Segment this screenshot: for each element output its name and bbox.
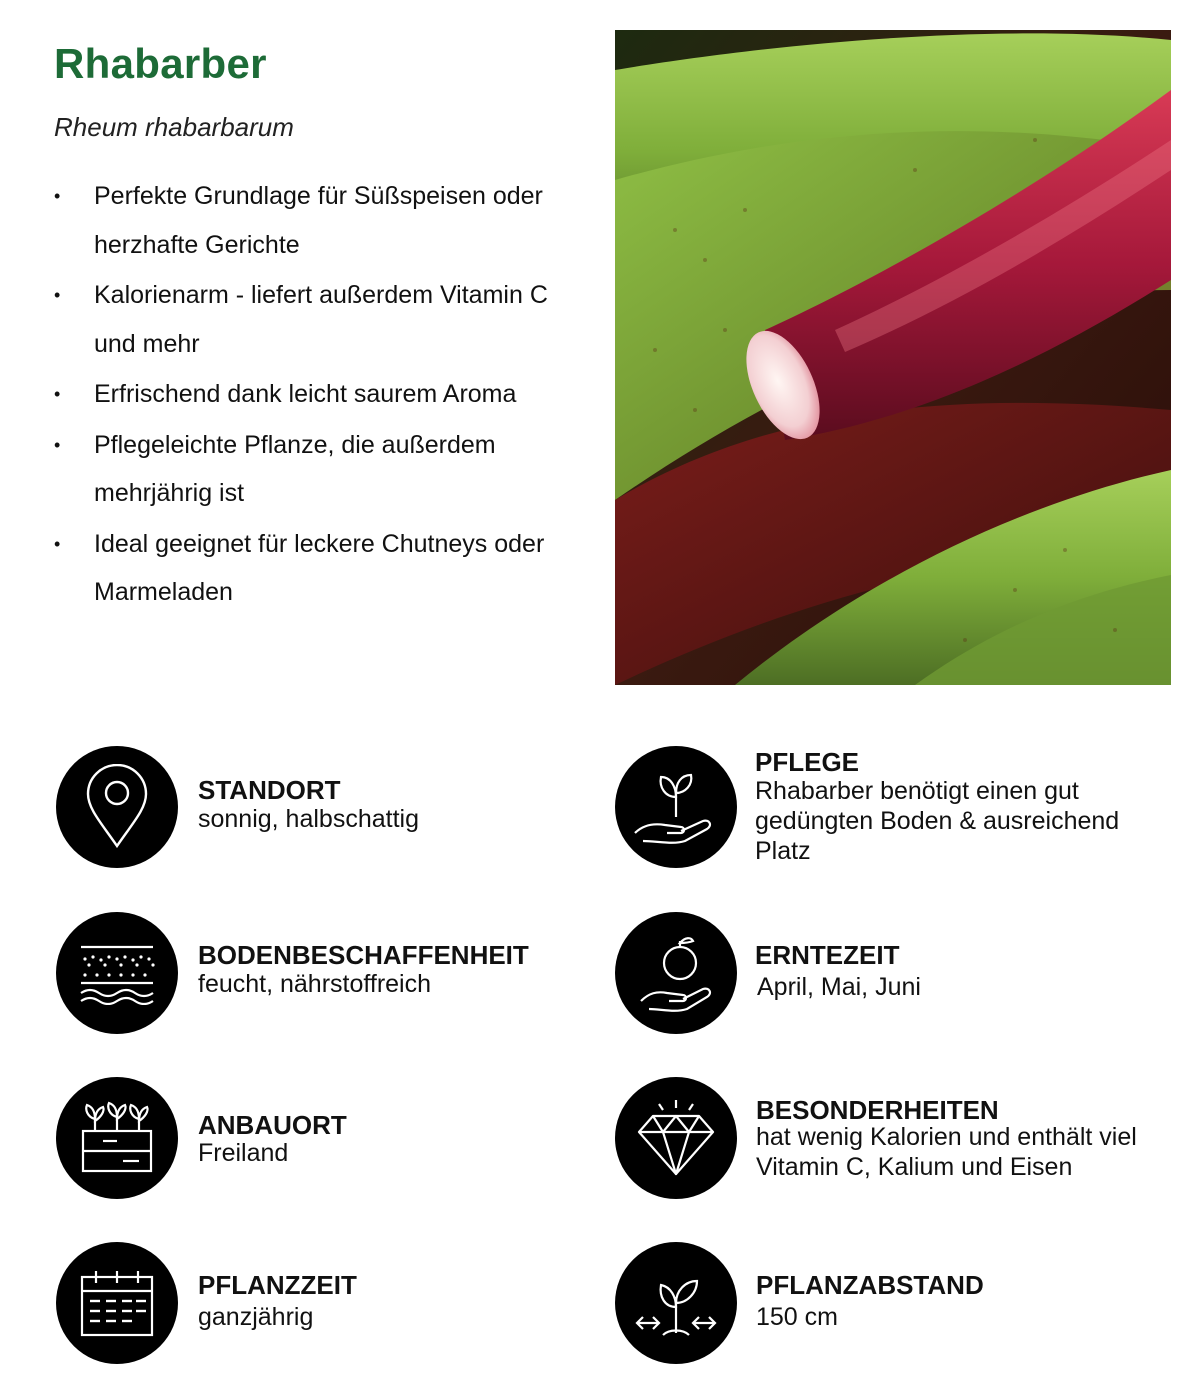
feature-item: • Ideal geeignet für leckere Chutneys oder Marmeladen bbox=[54, 520, 574, 617]
standort-heading: STANDORT bbox=[198, 775, 341, 805]
boden-heading: BODENBESCHAFFENHEIT bbox=[198, 940, 529, 970]
anbauort-heading: ANBAUORT bbox=[198, 1110, 347, 1140]
anbauort-text: Freiland bbox=[198, 1139, 289, 1167]
location-pin-icon bbox=[56, 746, 178, 868]
pflege-text: Rhabarber benötigt einen gut gedüngten Boden & ausreichend Platz bbox=[755, 777, 1120, 865]
hand-fruit-icon bbox=[615, 912, 737, 1034]
boden-text: feucht, nährstoffreich bbox=[198, 970, 432, 998]
feature-item: • Pflegeleichte Pflanze, die außerdem mehrjährig ist bbox=[54, 421, 574, 518]
pflanzabstand-heading: PFLANZABSTAND bbox=[756, 1270, 984, 1300]
pflanzzeit-text: ganzjährig bbox=[198, 1303, 314, 1331]
feature-list bbox=[54, 172, 574, 619]
besonderheiten-text: hat wenig Kalorien und enthält viel Vitamin C, Kalium und Eisen bbox=[756, 1123, 1137, 1181]
page-title: Rhabarber bbox=[54, 40, 267, 87]
feature-item: • Erfrischend dank leicht saurem Aroma bbox=[54, 370, 574, 419]
besonderheiten-heading: BESONDERHEITEN bbox=[756, 1095, 999, 1125]
pflanzzeit-heading: PFLANZZEIT bbox=[198, 1270, 357, 1300]
erntezeit-heading: ERNTEZEIT bbox=[755, 940, 900, 970]
feature-item: • Perfekte Grundlage für Süßspeisen oder herzhafte Gerichte bbox=[54, 172, 574, 269]
diamond-icon bbox=[615, 1077, 737, 1199]
feature-item: • Kalorienarm - liefert außerdem Vitamin C und mehr bbox=[54, 271, 574, 368]
pflege-heading: PFLEGE bbox=[755, 747, 860, 777]
soil-layers-icon bbox=[56, 912, 178, 1034]
botanical-name: Rheum rhabarbarum bbox=[54, 112, 294, 142]
rhubarb-photo bbox=[615, 30, 1171, 685]
calendar-icon bbox=[56, 1242, 178, 1364]
plant-spacing-icon bbox=[615, 1242, 737, 1364]
hand-seedling-icon bbox=[615, 746, 737, 868]
pflanzabstand-text: 150 cm bbox=[756, 1303, 838, 1331]
standort-text: sonnig, halbschattig bbox=[198, 805, 419, 833]
erntezeit-text: April, Mai, Juni bbox=[757, 973, 921, 1001]
planter-box-icon bbox=[56, 1077, 178, 1199]
